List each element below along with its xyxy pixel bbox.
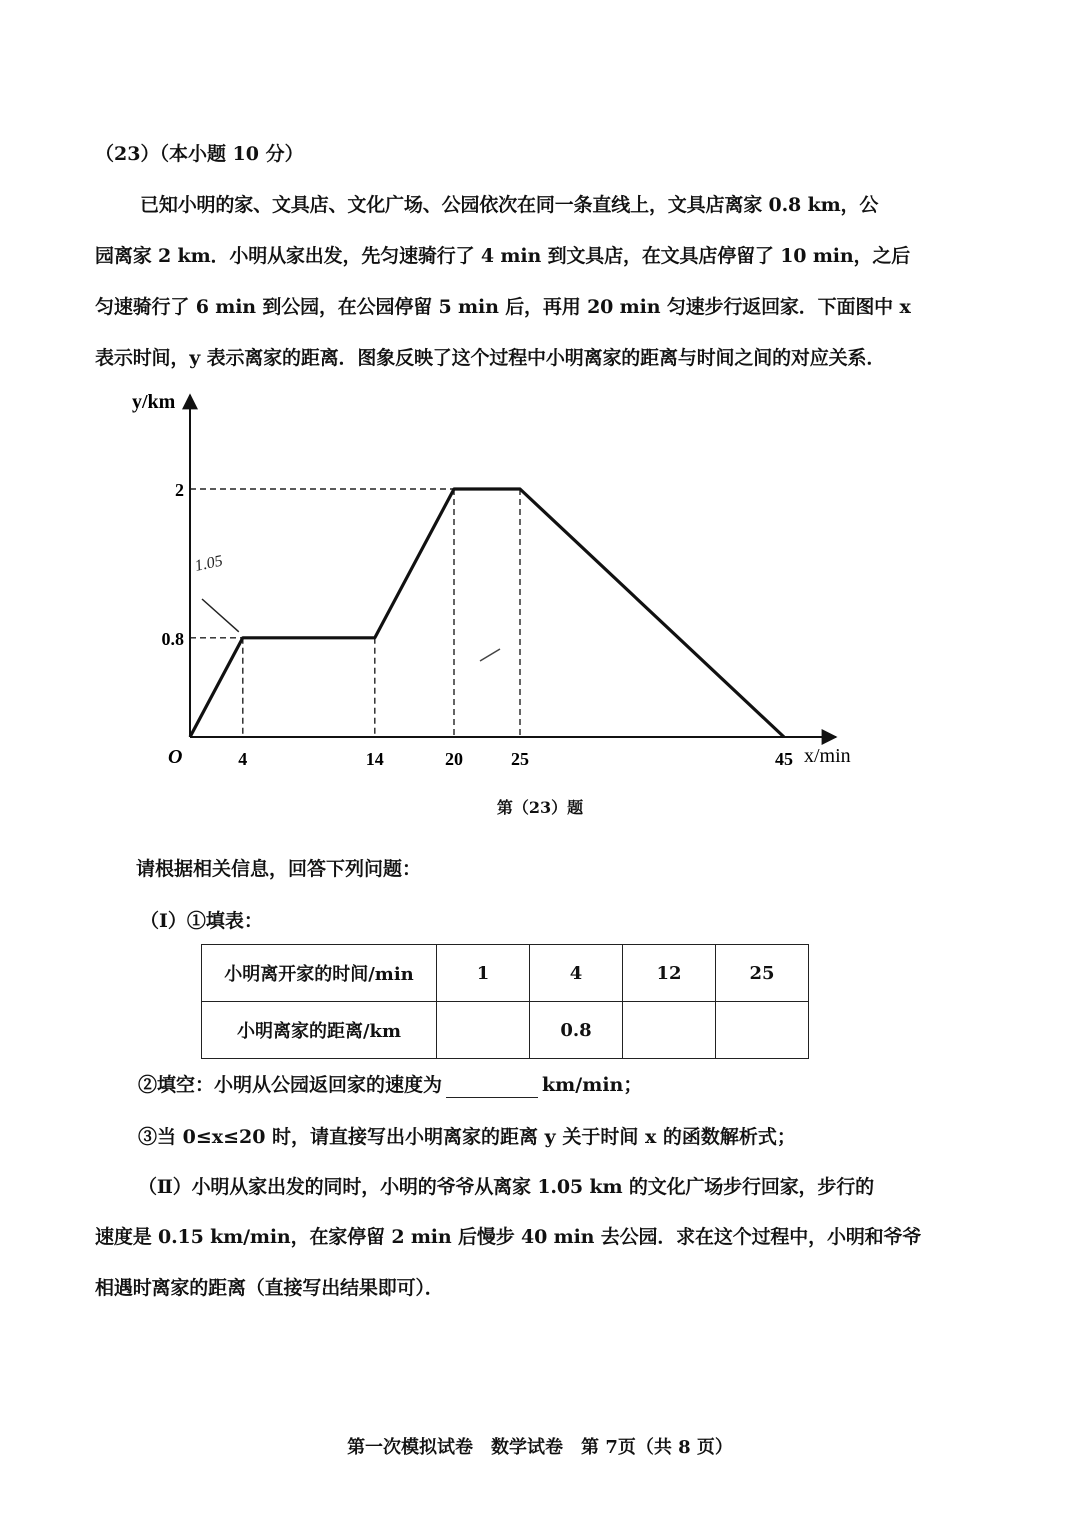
y-tick-label: 2 [175,480,184,500]
part2-line-3: 相遇时离家的距离（直接写出结果即可）． [95,1277,444,1299]
x-tick-label: 20 [445,749,463,769]
x-tick-label: 4 [238,749,248,769]
part1-title: （Ⅰ）①填表： [140,910,263,932]
question-2 [138,1072,642,1098]
table-cell-answer[interactable] [437,1002,530,1059]
table-cell: 4 [530,945,623,1002]
table-header-time: 小明离开家的时间/min [202,945,437,1002]
part2-line-1: （Ⅱ）小明从家出发的同时，小明的爷爷从离家 1.05 km 的文化广场步行回家，步行的 [138,1176,874,1198]
instruction-text: 请根据相关信息，回答下列问题： [136,858,422,880]
intro-line-1: 已知小明的家、文具店、文化广场、公园依次在同一条直线上，文具店离家 0.8 km，公 [140,194,879,216]
x-tick-label: 45 [775,749,793,769]
y-axis-label: y/km [132,391,176,413]
table-cell: 1 [437,945,530,1002]
table-cell-answer[interactable] [716,1002,809,1059]
table-header-distance: 小明离家的距离/km [202,1002,437,1059]
intro-line-2: 园离家 2 km．小明从家出发，先匀速骑行了 4 min 到文具店，在文具店停留了 10 min，之后 [95,245,911,267]
problem-number: （23）（本小题 10 分） [95,143,304,165]
distance-line [190,489,784,737]
x-axis-label: x/min [804,745,851,767]
table-cell: 25 [716,945,809,1002]
question-3: ③当 0≤x≤20 时，请直接写出小明离家的距离 y 关于时间 x 的函数解析式； [138,1126,796,1148]
fill-in-table [201,944,809,1059]
origin-label: O [168,746,183,768]
table-cell-answer[interactable] [623,1002,716,1059]
question-2-suffix: km/min； [542,1074,643,1096]
intro-line-3: 匀速骑行了 6 min 到公园，在公园停留 5 min 后，再用 20 min 匀速步行返回家．下面图中 x [95,296,911,318]
y-tick-label: 0.8 [161,628,184,649]
chart-svg [120,375,880,795]
x-tick-label: 14 [365,749,384,769]
table-row [202,945,809,1002]
figure-caption: 第（23）题 [496,798,584,817]
handwritten-pointer-stroke [202,599,239,632]
part2-line-2: 速度是 0.15 km/min，在家停留 2 min 后慢步 40 min 去公园．求在这个过程中，小明和爷爷 [95,1226,922,1248]
table-row [202,1002,809,1059]
pencil-mark [480,649,500,661]
question-2-prefix: ②填空：小明从公园返回家的速度为 [138,1074,443,1096]
table-cell: 0.8 [530,1002,623,1059]
page-footer: 第一次模拟试卷 数学试卷 第 7页（共 8 页） [347,1437,733,1458]
answer-blank[interactable] [446,1077,538,1098]
intro-line-4: 表示时间，y 表示离家的距离．图象反映了这个过程中小明离家的距离与时间之间的对应关系． [95,347,886,369]
distance-time-chart [120,375,880,795]
handwritten-note: 1.05 [193,552,225,575]
table-cell: 12 [623,945,716,1002]
x-tick-label: 25 [511,749,529,769]
